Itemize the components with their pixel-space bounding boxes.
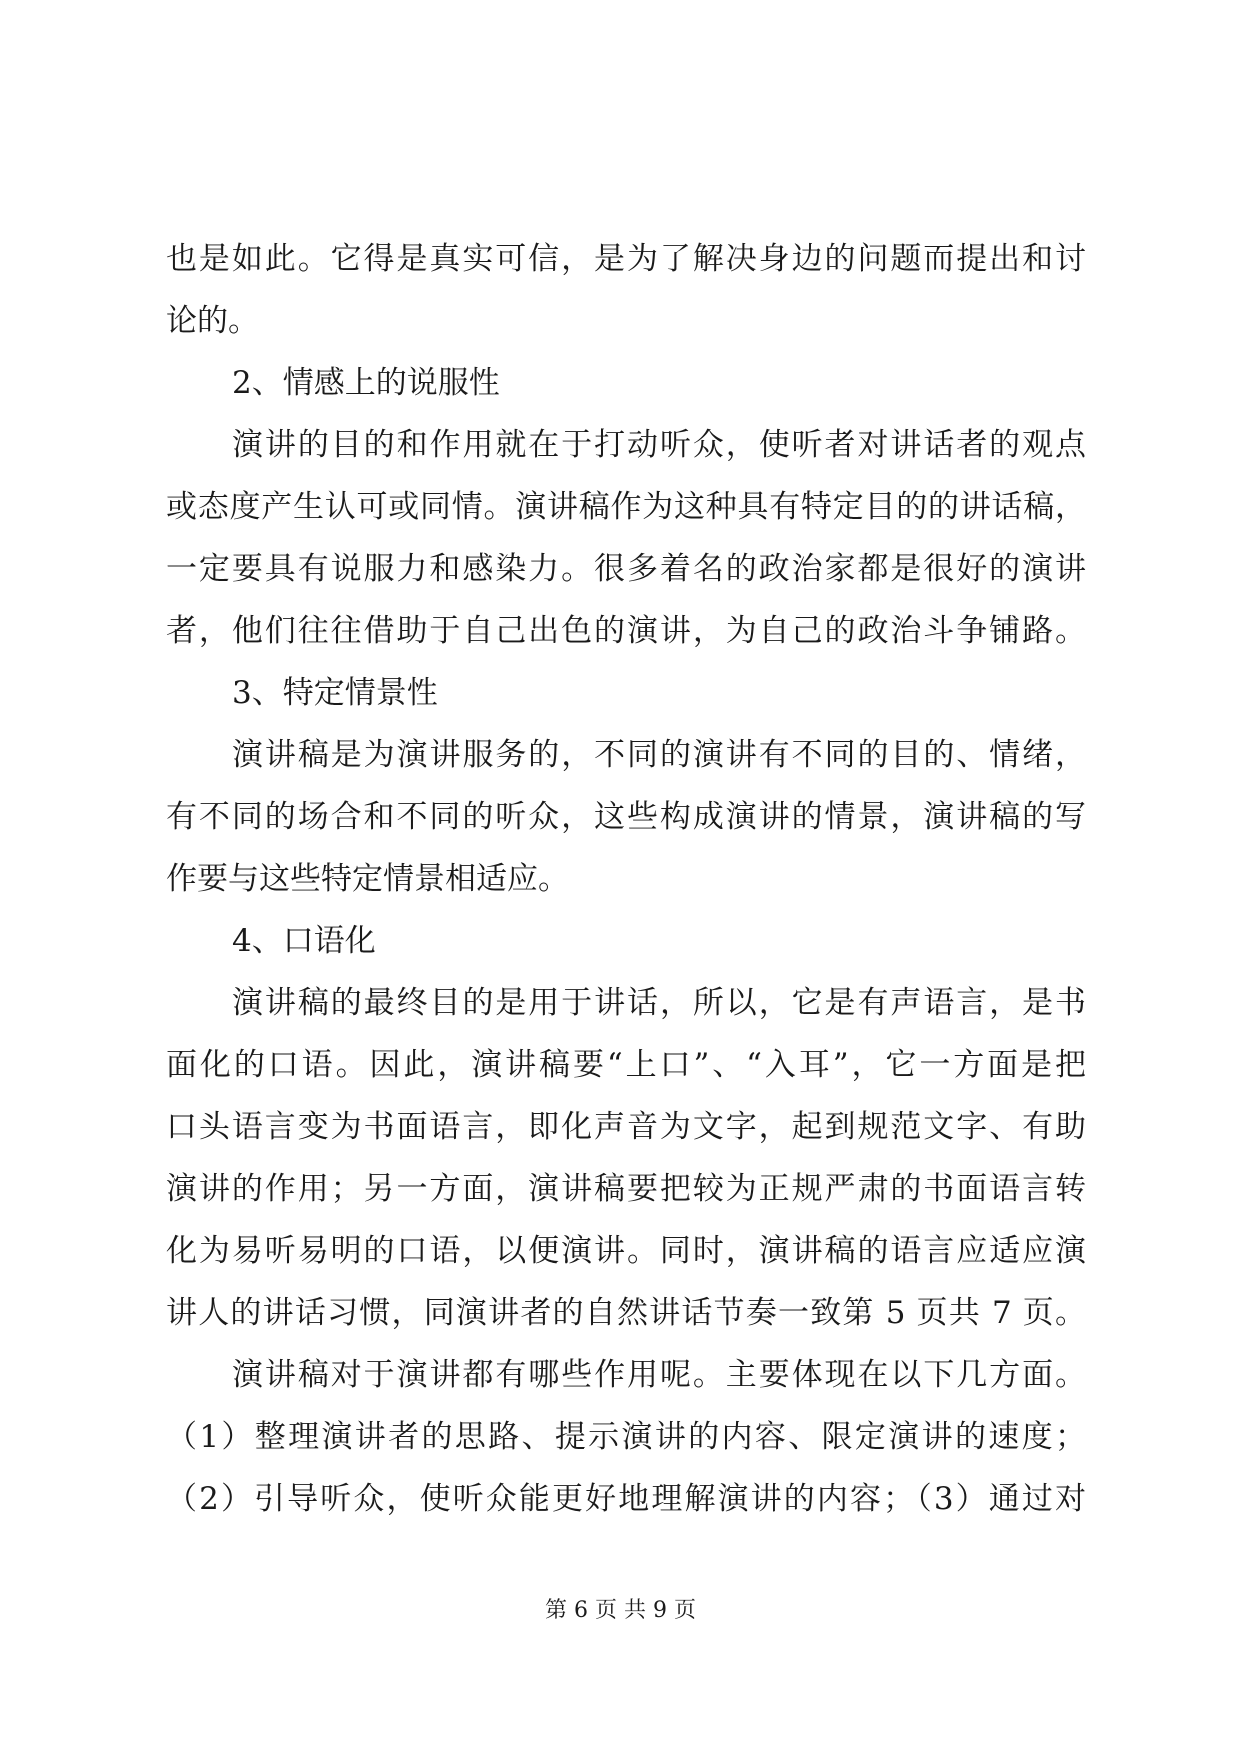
paragraph-start: 演讲的目的和作用就在于打动听众，使听者对讲话者的观点 — [232, 427, 1086, 463]
text-line: 也是如此。它得是真实可信，是为了解决身边的问题而提出和讨 — [166, 241, 1086, 277]
text-line: 讲人的讲话习惯，同演讲者的自然讲话节奏一致第 5 页共 7 页。 — [166, 1295, 1086, 1331]
section-heading: 4、口语化 — [232, 923, 376, 959]
section-heading: 2、情感上的说服性 — [232, 365, 500, 401]
text-line: （2）引导听众，使听众能更好地理解演讲的内容；（3）通过对 — [166, 1481, 1086, 1517]
text-line: 作要与这些特定情景相适应。 — [166, 861, 569, 897]
text-line: （1）整理演讲者的思路、提示演讲的内容、限定演讲的速度； — [166, 1419, 1086, 1455]
text-line: 者，他们往往借助于自己出色的演讲，为自己的政治斗争铺路。 — [166, 613, 1086, 649]
text-line: 口头语言变为书面语言，即化声音为文字，起到规范文字、有助 — [166, 1109, 1086, 1145]
paragraph-start: 演讲稿的最终目的是用于讲话，所以，它是有声语言，是书 — [232, 985, 1086, 1021]
text-line: 演讲的作用；另一方面，演讲稿要把较为正规严肃的书面语言转 — [166, 1171, 1086, 1207]
document-body — [166, 228, 1086, 1530]
paragraph-start: 演讲稿对于演讲都有哪些作用呢。主要体现在以下几方面。 — [232, 1357, 1086, 1393]
text-line: 一定要具有说服力和感染力。很多着名的政治家都是很好的演讲 — [166, 551, 1086, 587]
text-line: 或态度产生认可或同情。演讲稿作为这种具有特定目的的讲话稿， — [166, 489, 1086, 525]
text-line: 有不同的场合和不同的听众，这些构成演讲的情景，演讲稿的写 — [166, 799, 1086, 835]
text-line: 论的。 — [166, 303, 259, 339]
section-heading: 3、特定情景性 — [232, 675, 438, 711]
text-line: 面化的口语。因此，演讲稿要“上口”、“入耳”，它一方面是把 — [166, 1047, 1086, 1083]
page-number-footer: 第 6 页 共 9 页 — [545, 1598, 696, 1623]
text-line: 化为易听易明的口语，以便演讲。同时，演讲稿的语言应适应演 — [166, 1233, 1086, 1269]
paragraph-start: 演讲稿是为演讲服务的，不同的演讲有不同的目的、情绪， — [232, 737, 1086, 773]
